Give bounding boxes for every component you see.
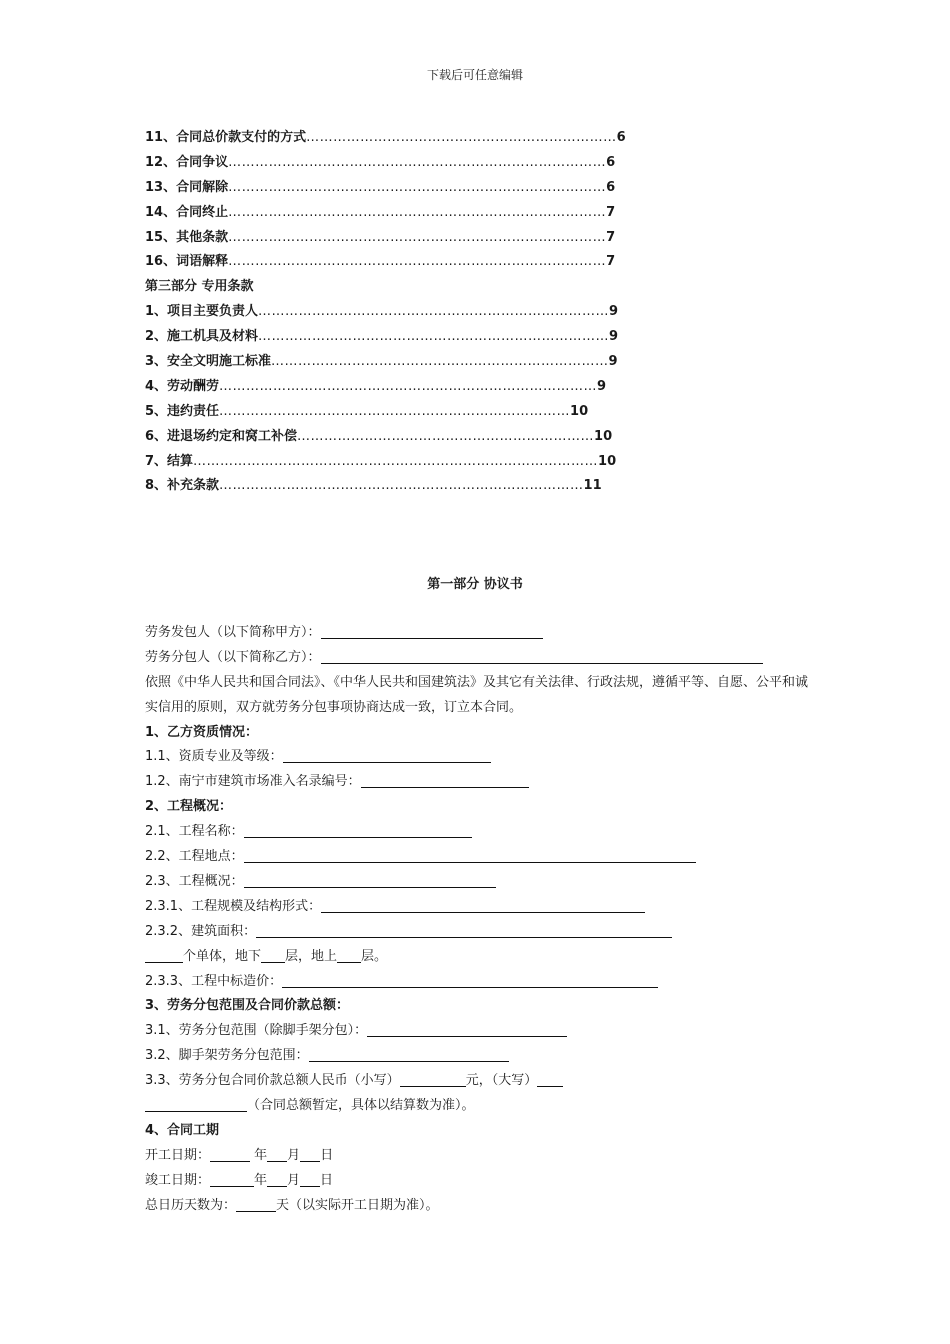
total-days-label: 总日历天数为： — [145, 1197, 237, 1213]
toc-page-number: 9 — [597, 378, 607, 394]
project-summary-field[interactable] — [244, 873, 496, 888]
toc-leader-dots: ………………………………………………………… — [297, 428, 595, 444]
toc-page-number: 10 — [570, 403, 589, 419]
bid-price-line — [145, 970, 815, 995]
heading-project-overview: 2、工程概况： — [145, 799, 233, 815]
bid-price-field[interactable] — [282, 973, 658, 988]
toc-page-number: 7 — [606, 254, 616, 270]
toc-leader-dots: ………………………………………………………………………… — [228, 229, 607, 245]
page-header: 下载后可任意编辑 — [426, 68, 523, 82]
toc-entry-label: 5、违约责任 — [145, 403, 220, 419]
toc-entry[interactable] — [145, 325, 665, 350]
registry-number-line — [145, 770, 815, 795]
start-date-line — [145, 1144, 815, 1169]
amount-figures-field[interactable] — [400, 1072, 466, 1087]
start-year-label: 年 — [254, 1147, 268, 1163]
scope-field[interactable] — [367, 1022, 567, 1037]
toc-entry[interactable] — [145, 474, 665, 499]
party-a-label: 劳务发包人（以下简称甲方）： — [145, 625, 321, 640]
toc-entry[interactable] — [145, 226, 665, 251]
end-day-field[interactable] — [300, 1172, 320, 1187]
toc-page-number: 10 — [598, 453, 617, 469]
party-b-label: 劳务分包人（以下简称乙方）： — [145, 649, 321, 665]
floors-line — [145, 945, 815, 970]
toc-leader-dots: ………………………………………………………………………… — [228, 254, 607, 270]
toc-leader-dots: ……………………………………………………………………………… — [193, 453, 599, 469]
toc-page-number: 6 — [606, 179, 616, 195]
toc-page-number: 9 — [609, 304, 619, 320]
preamble-paragraph: 依照《中华人民共和国合同法》、《中华人民共和国建筑法》及其它有关法律、行政法规，遵循平等、自愿、公平和诚实信用的原则，双方就劳务分包事项协商达成一致，订立本合同。 — [145, 674, 809, 715]
total-days-field[interactable] — [236, 1197, 276, 1212]
toc-leader-dots: ………………………………………………………………………… — [219, 378, 598, 394]
qualification-level-line — [145, 745, 815, 770]
toc-page-number: 7 — [606, 229, 616, 245]
underground-label: 层，地上 — [285, 948, 338, 964]
bid-price-label: 2.3.3、工程中标造价： — [145, 973, 283, 989]
section-title: 第一部分 协议书 — [427, 577, 523, 592]
toc-leader-dots: …………………………………………………………………… — [219, 403, 571, 419]
start-month-field[interactable] — [267, 1147, 287, 1162]
end-date-label: 竣工日期： — [145, 1172, 211, 1188]
project-scale-field[interactable] — [321, 898, 645, 913]
toc-entry-label: 1、项目主要负责人 — [145, 304, 259, 320]
building-area-field[interactable] — [256, 923, 672, 938]
building-area-line — [145, 920, 815, 945]
toc-entry[interactable] — [145, 176, 665, 201]
heading-qualification: 1、乙方资质情况： — [145, 724, 259, 740]
qualification-level-label: 1.1、资质专业及等级： — [145, 749, 283, 765]
toc-entry-label: 7、结算 — [145, 453, 194, 469]
end-month-label: 月 — [287, 1172, 301, 1188]
toc-page-number: 7 — [606, 204, 616, 220]
party-b-field[interactable] — [321, 649, 763, 664]
start-month-label: 月 — [287, 1147, 301, 1163]
project-name-line — [145, 820, 815, 845]
toc-leader-dots: ………………………………………………………………… — [271, 354, 609, 370]
total-days-note: 天（以实际开工日期为准）。 — [276, 1197, 439, 1213]
start-day-field[interactable] — [300, 1147, 320, 1162]
toc-entry-label: 16、词语解释 — [145, 254, 229, 270]
heading-contract-period: 4、合同工期 — [145, 1122, 220, 1138]
toc-page-number: 9 — [609, 329, 619, 345]
start-day-label: 日 — [320, 1147, 334, 1163]
toc-leader-dots: ………………………………………………………………………… — [228, 179, 607, 195]
project-name-field[interactable] — [244, 823, 472, 838]
toc-entry-label: 4、劳动酬劳 — [145, 378, 220, 394]
toc-entry-label: 12、合同争议 — [145, 154, 229, 170]
start-date-label: 开工日期： — [145, 1147, 211, 1163]
project-scale-label: 2.3.1、工程规模及结构形式： — [145, 898, 322, 914]
amount-note: （合同总额暂定，具体以结算数为准）。 — [247, 1097, 475, 1113]
project-location-label: 2.2、工程地点： — [145, 849, 244, 865]
building-area-label: 2.3.2、建筑面积： — [145, 923, 257, 939]
toc-leader-dots: ………………………………………………………………………… — [228, 154, 607, 170]
toc-entry[interactable] — [145, 350, 665, 375]
agreement-body — [145, 621, 815, 1218]
party-b-line — [145, 646, 815, 671]
toc-leader-dots: ………………………………………………………………………… — [228, 204, 607, 220]
scaffold-scope-line — [145, 1044, 815, 1069]
toc-entry-label: 2、施工机具及材料 — [145, 329, 259, 345]
project-location-line — [145, 845, 815, 870]
contract-amount-line — [145, 1069, 815, 1094]
project-name-label: 2.1、工程名称： — [145, 824, 244, 840]
heading-scope-and-price: 3、劳务分包范围及合同价款总额： — [145, 998, 350, 1014]
amount-words-field[interactable] — [537, 1072, 563, 1087]
toc-entry-label: 8、补充条款 — [145, 478, 220, 494]
end-year-field[interactable] — [210, 1172, 254, 1187]
toc-leader-dots: ……………………………………………………………………… — [219, 478, 584, 494]
toc-entry[interactable] — [145, 126, 665, 151]
unit-count-field[interactable] — [145, 948, 183, 963]
toc-entry[interactable] — [145, 250, 665, 275]
toc-page-number: 11 — [583, 478, 602, 494]
registry-number-field[interactable] — [361, 773, 529, 788]
units-label: 个单体，地下 — [183, 948, 262, 964]
start-year-field[interactable] — [210, 1147, 250, 1162]
scope-line — [145, 1019, 815, 1044]
project-summary-label: 2.3、工程概况： — [145, 873, 244, 889]
toc-entry[interactable] — [145, 275, 665, 300]
toc-entry[interactable] — [145, 400, 665, 425]
amount-words-field-cont[interactable] — [145, 1097, 247, 1112]
amount-words-label: 元，（大写） — [465, 1073, 538, 1089]
toc-entry-label: 11、合同总价款支付的方式 — [145, 130, 307, 145]
toc-leader-dots: …………………………………………………………… — [306, 130, 617, 145]
scope-label: 3.1、劳务分包范围（除脚手架分包）： — [145, 1023, 368, 1039]
contract-amount-cont-line — [145, 1094, 815, 1119]
project-scale-line — [145, 895, 815, 920]
table-of-contents — [145, 126, 665, 499]
toc-entry-label: 15、其他条款 — [145, 229, 229, 245]
qualification-level-field[interactable] — [283, 748, 491, 763]
toc-entry[interactable] — [145, 300, 665, 325]
toc-leader-dots: …………………………………………………………………… — [258, 304, 610, 320]
floors-suffix: 层。 — [361, 948, 388, 964]
toc-entry-label: 6、进退场约定和窝工补偿 — [145, 428, 298, 444]
end-year-label: 年 — [254, 1172, 268, 1188]
toc-entry[interactable] — [145, 375, 665, 400]
scaffold-scope-field[interactable] — [309, 1047, 509, 1062]
registry-number-label: 1.2、南宁市建筑市场准入名录编号： — [145, 774, 361, 790]
toc-entry-label: 第三部分 专用条款 — [145, 279, 254, 295]
toc-leader-dots: …………………………………………………………………… — [258, 329, 610, 345]
total-days-line — [145, 1194, 815, 1219]
toc-page-number: 6 — [606, 154, 616, 170]
toc-entry-label: 3、安全文明施工标准 — [145, 354, 272, 370]
end-date-line — [145, 1169, 815, 1194]
toc-entry[interactable] — [145, 151, 665, 176]
party-a-line — [145, 621, 815, 646]
end-month-field[interactable] — [267, 1172, 287, 1187]
aboveground-floors-field[interactable] — [337, 948, 361, 963]
toc-page-number: 6 — [616, 130, 626, 145]
party-a-field[interactable] — [321, 624, 543, 639]
toc-entry-label: 13、合同解除 — [145, 179, 229, 195]
toc-entry[interactable] — [145, 450, 665, 475]
scaffold-scope-label: 3.2、脚手架劳务分包范围： — [145, 1048, 309, 1064]
toc-page-number: 10 — [594, 428, 613, 444]
toc-page-number: 9 — [608, 354, 618, 370]
project-location-field[interactable] — [244, 848, 696, 863]
project-summary-line — [145, 870, 815, 895]
amount-label: 3.3、劳务分包合同价款总额人民币（小写） — [145, 1073, 400, 1089]
toc-entry[interactable] — [145, 201, 665, 226]
end-day-label: 日 — [320, 1172, 334, 1188]
toc-entry[interactable] — [145, 425, 665, 450]
toc-entry-label: 14、合同终止 — [145, 204, 229, 220]
underground-floors-field[interactable] — [261, 948, 285, 963]
